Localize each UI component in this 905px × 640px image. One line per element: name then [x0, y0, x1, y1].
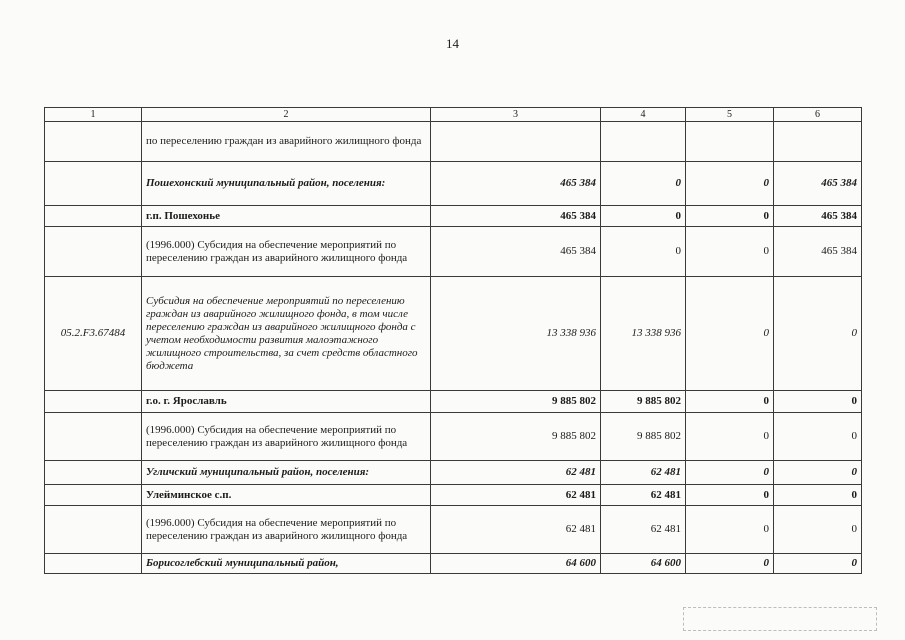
cell-col3: 62 481 [431, 485, 601, 506]
table-row [45, 162, 862, 206]
table-row [45, 413, 862, 461]
cell-col5 [686, 122, 774, 162]
cell-col4: 64 600 [601, 554, 686, 574]
cell-name: Борисоглебский муниципальный район, [142, 554, 431, 574]
column-header-6: 6 [774, 108, 862, 122]
cell-col5: 0 [686, 413, 774, 461]
table-row [45, 391, 862, 413]
table-row [45, 206, 862, 227]
cell-col4: 0 [601, 162, 686, 206]
cell-code [45, 413, 142, 461]
cell-name: Субсидия на обеспечение мероприятий по переселению граждан из аварийного жилищного фонда, в том числе переселению граждан из аварийного жилищного фонда с учетом необходимости развития малоэтажного жилищного строительства, за счет средств областного бюджета [142, 277, 431, 391]
cell-code [45, 506, 142, 554]
table-row [45, 277, 862, 391]
table-row [45, 554, 862, 574]
cell-code [45, 162, 142, 206]
cell-col6: 0 [774, 485, 862, 506]
cell-col5: 0 [686, 554, 774, 574]
cell-col6: 465 384 [774, 206, 862, 227]
cell-col4: 62 481 [601, 461, 686, 485]
cell-name: Угличский муниципальный район, поселения: [142, 461, 431, 485]
column-header-4: 4 [601, 108, 686, 122]
budget-table [44, 107, 862, 574]
cell-code [45, 461, 142, 485]
cell-col6: 465 384 [774, 162, 862, 206]
cell-col5: 0 [686, 227, 774, 277]
cell-col3: 62 481 [431, 506, 601, 554]
cell-name: по переселению граждан из аварийного жилищного фонда [142, 122, 431, 162]
cell-name: г.п. Пошехонье [142, 206, 431, 227]
cell-col3 [431, 122, 601, 162]
cell-col5: 0 [686, 277, 774, 391]
column-header-1: 1 [45, 108, 142, 122]
cell-col4: 9 885 802 [601, 391, 686, 413]
cell-col4: 62 481 [601, 506, 686, 554]
cell-col3: 465 384 [431, 227, 601, 277]
column-header-3: 3 [431, 108, 601, 122]
cell-col5: 0 [686, 162, 774, 206]
column-header-2: 2 [142, 108, 431, 122]
cell-col4: 62 481 [601, 485, 686, 506]
cell-name: (1996.000) Субсидия на обеспечение мероприятий по переселению граждан из аварийного жилищного фонда [142, 227, 431, 277]
cell-code [45, 554, 142, 574]
scan-stamp [683, 607, 877, 631]
cell-code: 05.2.F3.67484 [45, 277, 142, 391]
cell-col5: 0 [686, 461, 774, 485]
table-row [45, 506, 862, 554]
cell-col3: 465 384 [431, 206, 601, 227]
table-header-row [45, 108, 862, 122]
cell-col4: 9 885 802 [601, 413, 686, 461]
cell-col3: 9 885 802 [431, 413, 601, 461]
cell-col3: 64 600 [431, 554, 601, 574]
cell-col5: 0 [686, 485, 774, 506]
cell-col6: 0 [774, 413, 862, 461]
cell-col4: 13 338 936 [601, 277, 686, 391]
cell-code [45, 485, 142, 506]
cell-name: Пошехонский муниципальный район, поселения: [142, 162, 431, 206]
cell-col6: 0 [774, 277, 862, 391]
cell-col5: 0 [686, 206, 774, 227]
cell-code [45, 122, 142, 162]
cell-col4: 0 [601, 206, 686, 227]
cell-col6: 465 384 [774, 227, 862, 277]
table-row [45, 122, 862, 162]
cell-col3: 62 481 [431, 461, 601, 485]
table-row [45, 461, 862, 485]
cell-name: (1996.000) Субсидия на обеспечение мероприятий по переселению граждан из аварийного жилищного фонда [142, 506, 431, 554]
cell-col6: 0 [774, 391, 862, 413]
cell-col4: 0 [601, 227, 686, 277]
cell-col6: 0 [774, 461, 862, 485]
cell-col5: 0 [686, 391, 774, 413]
cell-col6 [774, 122, 862, 162]
cell-name: Улейминское с.п. [142, 485, 431, 506]
cell-col6: 0 [774, 554, 862, 574]
cell-col3: 465 384 [431, 162, 601, 206]
cell-col3: 13 338 936 [431, 277, 601, 391]
cell-col3: 9 885 802 [431, 391, 601, 413]
cell-col5: 0 [686, 506, 774, 554]
cell-code [45, 391, 142, 413]
table-row [45, 485, 862, 506]
table-body [45, 122, 862, 574]
cell-code [45, 206, 142, 227]
cell-col6: 0 [774, 506, 862, 554]
column-header-5: 5 [686, 108, 774, 122]
cell-name: г.о. г. Ярославль [142, 391, 431, 413]
cell-col4 [601, 122, 686, 162]
page-number: 14 [446, 36, 459, 51]
cell-name: (1996.000) Субсидия на обеспечение мероприятий по переселению граждан из аварийного жилищного фонда [142, 413, 431, 461]
table-row [45, 227, 862, 277]
cell-code [45, 227, 142, 277]
